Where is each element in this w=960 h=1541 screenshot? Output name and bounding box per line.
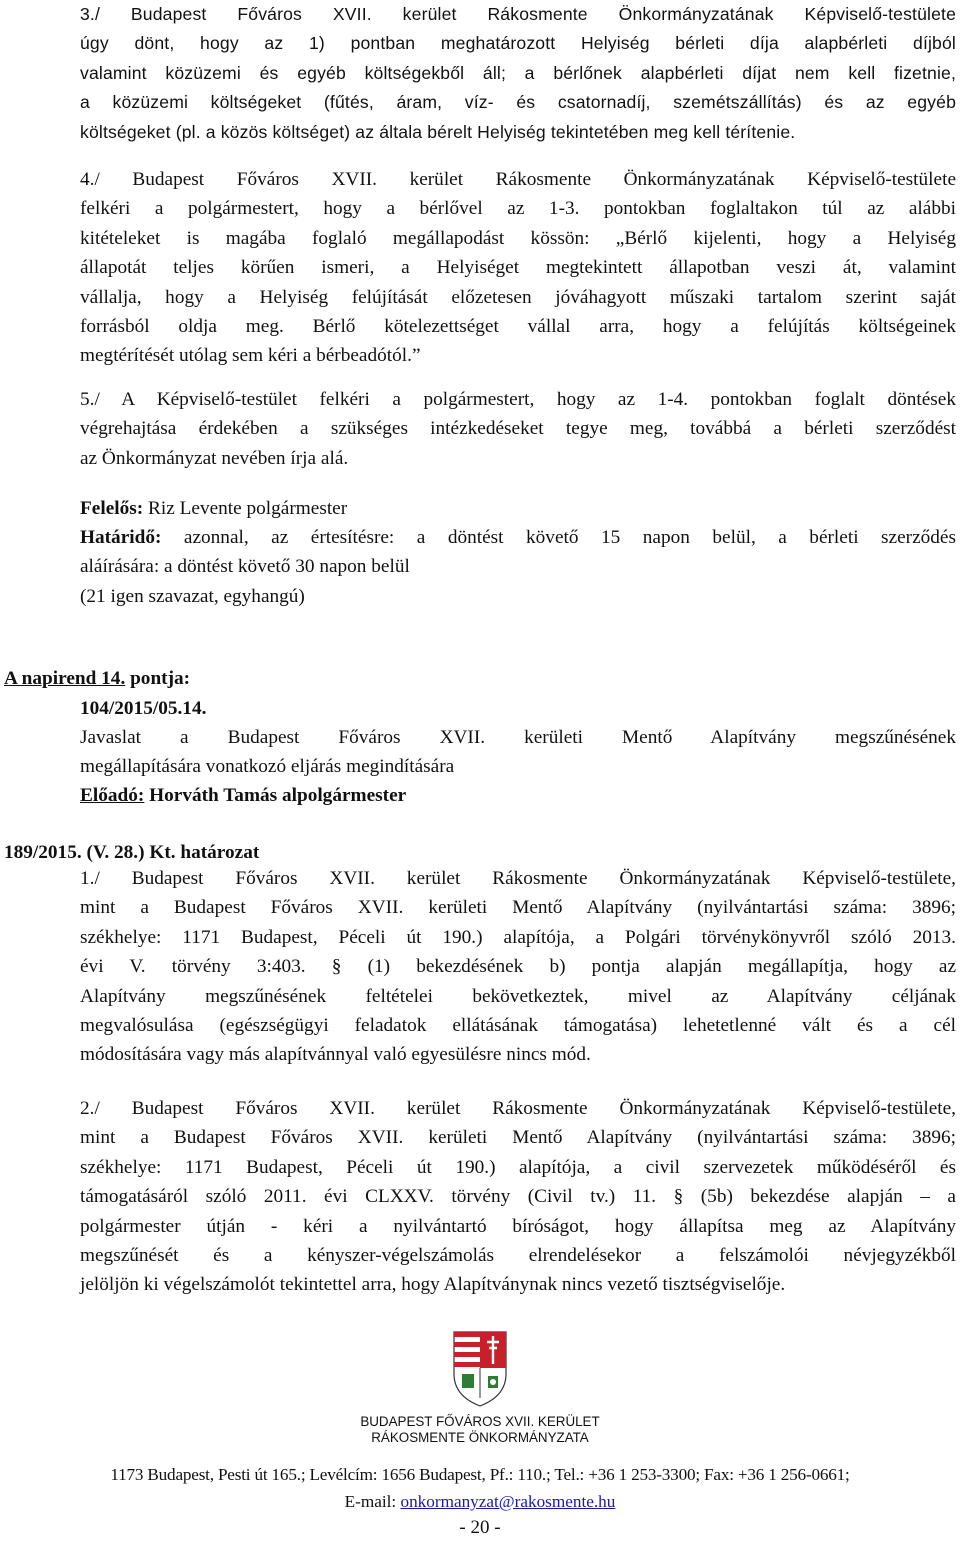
text-line: 5./ A Képviselő-testület felkéri a polgármestert, hogy az 1-4. pontokban foglalt döntések [80, 389, 956, 410]
vote-result: (21 igen szavazat, egyhangú) [80, 586, 305, 607]
deadline-value-continued: aláírására: a döntést követő 30 napon belül [80, 556, 410, 578]
text-line: Alapítvány megszűnésének feltételei bekövetkeztek, mivel az Alapítvány céljának [80, 985, 956, 1007]
text-line: jelöljön ki végelszámolót tekintettel arra, hogy Alapítványnak nincs vezető tisztségviselője. [80, 1274, 786, 1296]
text-line: forrásból oldja meg. Bérlő kötelezettséget vállal arra, hogy a felújítás költségeinek [80, 316, 956, 338]
text-line: támogatásáról szóló 2011. évi CLXXV. törvény (Civil tv.) 11. § (5b) bekezdése alapján – a [80, 1186, 956, 1208]
resolution-point-2 [80, 1094, 956, 1300]
text-line: költségeket (pl. a közös költséget) az általa bérelt Helyiség tekintetében meg kell térítenie. [80, 121, 796, 142]
presenter-name: Horváth Tamás alpolgármester [144, 785, 407, 806]
agenda-heading-rest: pontja: [125, 668, 191, 689]
text-line: megszűnését és a kényszer-végelszámolás elrendelésekor a felszámolói névjegyzékből [80, 1245, 956, 1267]
text-line: megtérítését utólag sem kéri a bérbeadótól.” [80, 345, 421, 367]
org-name-line-1: BUDAPEST FŐVÁROS XVII. KERÜLET [360, 1414, 600, 1429]
item-3-paragraph [80, 0, 956, 147]
text-line: állapotát teljes körűen ismeri, a Helyiséget megtekintett állapotban veszi át, valamint [80, 257, 956, 279]
text-line: évi V. törvény 3:403. § (1) bekezdésének b) pontja alapján megállapítja, hogy az [80, 956, 956, 978]
agenda-heading-underlined: A napirend 14. [4, 668, 126, 689]
page-number: - 20 - [459, 1517, 501, 1538]
text-line: 2./ Budapest Főváros XVII. kerület Rákosmente Önkormányzatának Képviselő-testülete, [80, 1098, 956, 1119]
text-line: székhelye: 1171 Budapest, Péceli út 190.) alapítója, a Polgári törvénykönyvről szóló 2013. [80, 926, 956, 948]
footer-address: 1173 Budapest, Pesti út 165.; Levélcím: 1656 Budapest, Pf.: 110.; Tel.: +36 1 253-3300; Fax: +36 1 256-0661; [110, 1465, 850, 1484]
text-line: a közüzemi költségeket (fűtés, áram, víz- és csatornadíj, szemétszállítás) és az egyéb [80, 92, 956, 113]
item-5-paragraph [80, 385, 956, 473]
text-line: megvalósulása (egészségügyi feladatok ellátásának támogatása) lehetetlenné vált és a cél [80, 1015, 956, 1037]
text-line: az Önkormányzat nevében írja alá. [80, 447, 349, 469]
text-line: végrehajtása érdekében a szükséges intézkedéseket tegye meg, továbbá a bérleti szerződést [80, 418, 956, 440]
responsible-value: Riz Levente polgármester [143, 498, 348, 519]
agenda-title-line: megállapítására vonatkozó eljárás megindítására [80, 756, 455, 778]
agenda-number: 104/2015/05.14. [80, 698, 207, 719]
text-line: mint a Budapest Főváros XVII. kerületi Mentő Alapítvány (nyilvántartási száma: 3896; [80, 1127, 956, 1149]
text-line: módosítására vagy más alapítvánnyal való egyesülésre nincs mód. [80, 1044, 591, 1066]
agenda-title [80, 723, 956, 782]
text-line: polgármester útján - kéri a nyilvántartó bíróságot, hogy állapítsa meg az Alapítvány [80, 1215, 956, 1237]
coat-of-arms-logo [450, 1330, 510, 1408]
presenter-label: Előadó: [80, 785, 145, 806]
deadline-value: azonnal, az értesítésre: a döntést követő 15 napon belül, a bérleti szerződés [161, 527, 956, 548]
deadline-label: Határidő: [80, 527, 162, 548]
text-line: valamint közüzemi és egyéb költségekből áll; a bérlőnek alapbérleti díjat nem kell fizetnie, [80, 62, 956, 83]
text-line: székhelye: 1171 Budapest, Péceli út 190.) alapítója, a civil szervezetek működéséről és [80, 1156, 956, 1178]
deadline-block [80, 523, 956, 582]
org-name-line-2: RÁKOSMENTE ÖNKORMÁNYZATA [371, 1430, 589, 1445]
responsible-line [80, 494, 347, 523]
text-line: kitételeket is magába foglaló megállapodást kössön: „Bérlő kijelenti, hogy a Helyiség [80, 227, 956, 249]
text-line: 1./ Budapest Főváros XVII. kerület Rákosmente Önkormányzatának Képviselő-testülete, [80, 868, 956, 889]
email-link[interactable]: onkormanyzat@rakosmente.hu [400, 1492, 616, 1511]
text-line: felkéri a polgármestert, hogy a bérlővel az 1-3. pontokban foglaltakon túl az alábbi [80, 198, 956, 220]
email-label: E-mail: [344, 1492, 401, 1511]
item-4-paragraph [80, 165, 956, 371]
text-line: úgy dönt, hogy az 1) pontban meghatározott Helyiség bérleti díja alapbérleti díjból [80, 33, 956, 54]
responsible-label: Felelős: [80, 498, 144, 519]
resolution-point-1 [80, 864, 956, 1070]
footer-email-line [0, 1490, 960, 1514]
agenda-title-line: Javaslat a Budapest Főváros XVII. kerületi Mentő Alapítvány megszűnésének [80, 727, 956, 748]
resolution-title: 189/2015. (V. 28.) Kt. határozat [4, 842, 260, 863]
text-line: 4./ Budapest Főváros XVII. kerület Rákosmente Önkormányzatának Képviselő-testülete [80, 169, 956, 190]
text-line: mint a Budapest Főváros XVII. kerületi Mentő Alapítvány (nyilvántartási száma: 3896; [80, 897, 956, 919]
text-line: vállalja, hogy a Helyiség felújítását előzetesen jóváhagyott műszaki tartalom szerint saját [80, 286, 956, 308]
agenda-heading [4, 664, 190, 693]
text-line: 3./ Budapest Főváros XVII. kerület Rákosmente Önkormányzatának Képviselő-testülete [80, 4, 956, 24]
presenter-line [80, 781, 406, 810]
